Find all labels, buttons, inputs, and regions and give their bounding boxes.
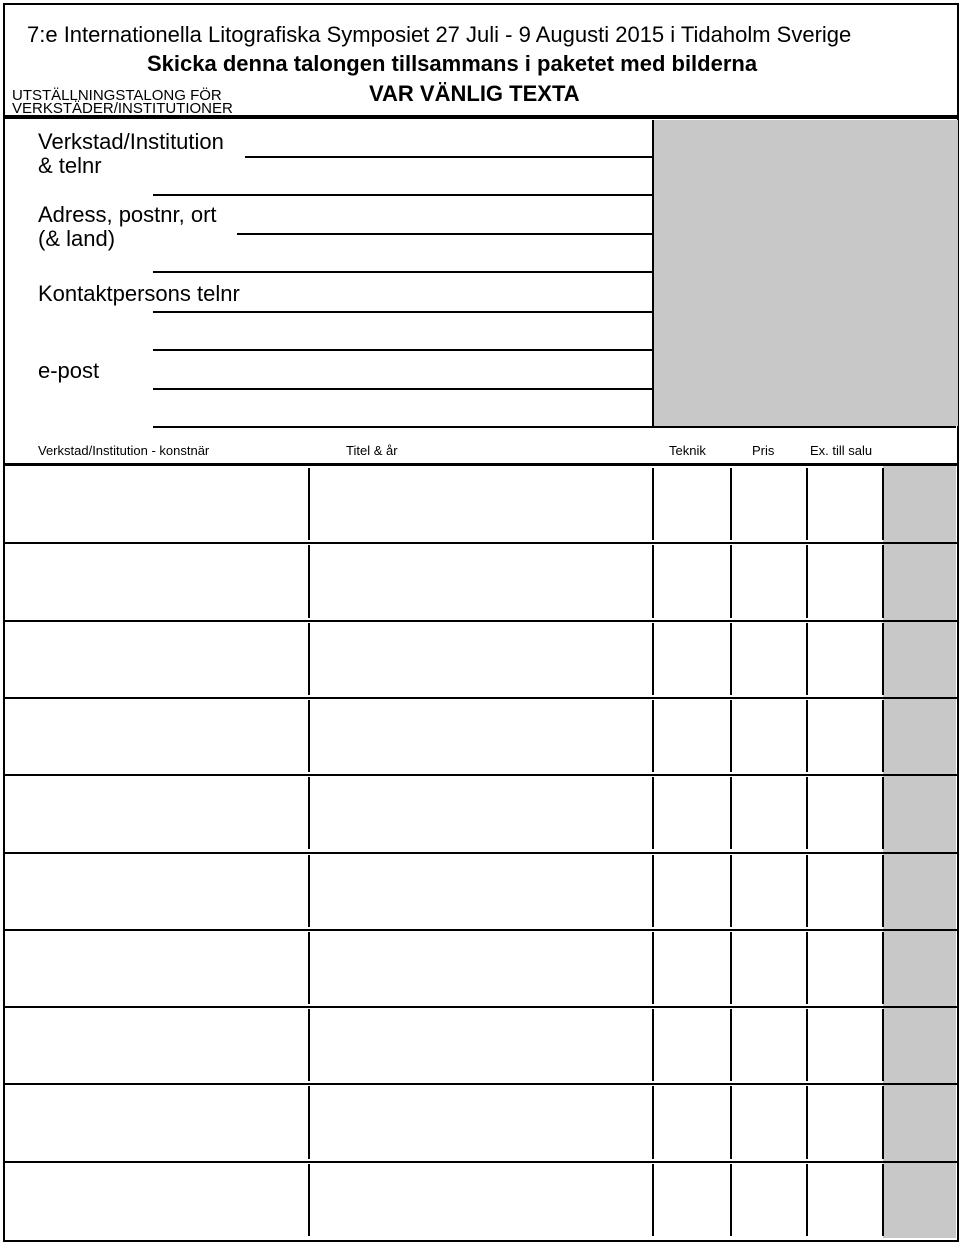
table-cell[interactable]: [732, 855, 804, 926]
table-cell[interactable]: [732, 932, 804, 1003]
form-label-line1: UTSTÄLLNINGSTALONG FÖR: [12, 87, 222, 104]
table-cell[interactable]: [884, 623, 954, 694]
table-cell[interactable]: [7, 1086, 306, 1157]
workshop-label-line1: Verkstad/Institution: [38, 129, 224, 154]
table-cell[interactable]: [310, 932, 650, 1003]
send-instruction: Skicka denna talongen tillsammans i paketet med bilderna: [147, 51, 758, 76]
table-cell[interactable]: [884, 932, 954, 1003]
col-header-title-year: Titel & år: [346, 443, 398, 458]
table-cell[interactable]: [7, 468, 306, 539]
table-cell[interactable]: [310, 1164, 650, 1235]
col-header-for-sale: Ex. till salu: [810, 443, 873, 458]
table-cell[interactable]: [808, 468, 880, 539]
table-row-divider: [5, 697, 957, 699]
table-cell[interactable]: [808, 545, 880, 616]
table-row-divider: [5, 929, 957, 931]
table-cell[interactable]: [884, 545, 954, 616]
col-header-price: Pris: [752, 443, 775, 458]
table-cell[interactable]: [654, 700, 728, 771]
table-cell[interactable]: [7, 1164, 306, 1235]
table-cell[interactable]: [7, 1009, 306, 1080]
contact-field-line-1[interactable]: [153, 311, 652, 313]
table-cell[interactable]: [310, 623, 650, 694]
table-cell[interactable]: [884, 468, 954, 539]
table-cell[interactable]: [732, 1009, 804, 1080]
form-label-line2: VERKSTÄDER/INSTITUTIONER: [12, 100, 233, 117]
table-cell[interactable]: [884, 855, 954, 926]
email-field-line-1[interactable]: [153, 388, 652, 390]
table-cell[interactable]: [884, 1164, 954, 1235]
col-header-technique: Teknik: [669, 443, 706, 458]
address-field-line-1[interactable]: [237, 233, 652, 235]
table-cell[interactable]: [310, 1009, 650, 1080]
table-cell[interactable]: [808, 1086, 880, 1157]
email-field-line-2[interactable]: [153, 426, 956, 428]
address-field-line-2[interactable]: [153, 271, 652, 273]
table-cell[interactable]: [310, 468, 650, 539]
table-cell[interactable]: [732, 623, 804, 694]
table-cell[interactable]: [732, 1086, 804, 1157]
table-cell[interactable]: [7, 545, 306, 616]
table-cell[interactable]: [310, 545, 650, 616]
table-cell[interactable]: [310, 700, 650, 771]
table-cell[interactable]: [7, 855, 306, 926]
table-cell[interactable]: [654, 623, 728, 694]
table-cell[interactable]: [732, 545, 804, 616]
table-cell[interactable]: [808, 932, 880, 1003]
contact-field-line-2[interactable]: [153, 349, 652, 351]
form-label: [12, 89, 292, 115]
table-cell[interactable]: [654, 1009, 728, 1080]
table-row-divider: [5, 1161, 957, 1163]
symposium-title: 7:e Internationella Litografiska Symposiet 27 Juli - 9 Augusti 2015 i Tidaholm Sverige: [27, 22, 852, 47]
table-cell[interactable]: [808, 1009, 880, 1080]
table-cell[interactable]: [732, 468, 804, 539]
table-cell[interactable]: [654, 777, 728, 848]
col-header-workshop-artist: Verkstad/Institution - konstnär: [38, 443, 210, 458]
table-cell[interactable]: [884, 777, 954, 848]
table-cell[interactable]: [884, 1086, 954, 1157]
table-cell[interactable]: [732, 777, 804, 848]
address-label-line2: (& land): [38, 226, 116, 251]
table-row-divider: [5, 1006, 957, 1008]
table-cell[interactable]: [654, 932, 728, 1003]
table-cell[interactable]: [654, 855, 728, 926]
table-cell[interactable]: [654, 545, 728, 616]
table-cell[interactable]: [654, 1164, 728, 1235]
table-top-border: [5, 463, 957, 466]
table-cell[interactable]: [808, 1164, 880, 1235]
email-label: e-post: [38, 358, 100, 383]
table-cell[interactable]: [7, 700, 306, 771]
table-row-divider: [5, 1083, 957, 1085]
table-cell[interactable]: [884, 1009, 954, 1080]
address-label-line1: Adress, postnr, ort: [38, 202, 217, 227]
table-cell[interactable]: [310, 777, 650, 848]
table-cell[interactable]: [732, 1164, 804, 1235]
table-cell[interactable]: [808, 777, 880, 848]
address-label: [38, 203, 217, 251]
table-cell[interactable]: [654, 1086, 728, 1157]
workshop-label: [38, 130, 224, 178]
table-cell[interactable]: [808, 855, 880, 926]
table-cell[interactable]: [7, 623, 306, 694]
header-divider: [5, 115, 957, 119]
table-cell[interactable]: [310, 1086, 650, 1157]
table-row-divider: [5, 620, 957, 622]
table-cell[interactable]: [732, 700, 804, 771]
table-row-divider: [5, 542, 957, 544]
workshop-field-line-1[interactable]: [245, 156, 652, 158]
photo-area: [652, 120, 958, 426]
print-note: VAR VÄNLIG TEXTA: [369, 81, 580, 106]
table-cell[interactable]: [884, 700, 954, 771]
table-cell[interactable]: [808, 623, 880, 694]
table-cell[interactable]: [808, 700, 880, 771]
workshop-label-line2: & telnr: [38, 153, 102, 178]
table-cell[interactable]: [310, 855, 650, 926]
table-cell[interactable]: [7, 932, 306, 1003]
table-cell[interactable]: [654, 468, 728, 539]
table-row-divider: [5, 774, 957, 776]
table-row-divider: [5, 852, 957, 854]
table-cell[interactable]: [7, 777, 306, 848]
contact-label: Kontaktpersons telnr: [38, 281, 240, 306]
workshop-field-line-2[interactable]: [153, 194, 652, 196]
